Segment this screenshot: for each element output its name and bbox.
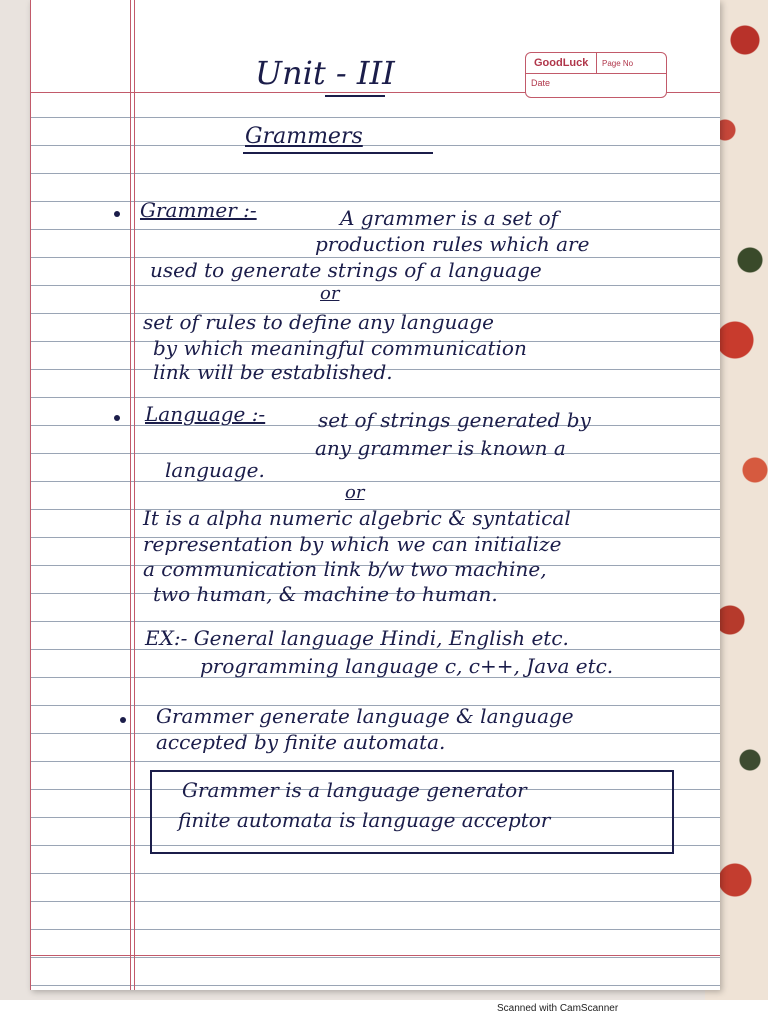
section-heading: Grammers bbox=[245, 124, 363, 149]
inner-margin-line-2 bbox=[130, 0, 131, 990]
summary-line: finite automata is language acceptor bbox=[178, 808, 551, 832]
relation-line: accepted by finite automata. bbox=[156, 730, 446, 754]
page-no-label: Page No bbox=[602, 59, 634, 68]
grammar-line: link will be established. bbox=[153, 360, 393, 384]
language-line: a communication link b/w two machine, bbox=[143, 557, 547, 581]
bullet-icon bbox=[114, 211, 120, 217]
relation-line: Grammer generate language & language bbox=[156, 704, 574, 728]
grammar-line: by which meaningful communication bbox=[153, 336, 527, 360]
language-line: any grammer is known a bbox=[315, 436, 566, 460]
left-margin-line bbox=[30, 0, 31, 990]
language-line: language. bbox=[165, 458, 265, 482]
brand-logo: GoodLuck bbox=[534, 57, 589, 69]
bullet-icon bbox=[114, 415, 120, 421]
grammar-line: production rules which are bbox=[315, 232, 590, 256]
grammar-line: used to generate strings of a language bbox=[150, 258, 542, 282]
heading-underline bbox=[243, 152, 433, 154]
bullet-icon bbox=[120, 717, 126, 723]
summary-line: Grammer is a language generator bbox=[182, 778, 527, 802]
scan-footer bbox=[0, 1000, 768, 1024]
notebook-page bbox=[30, 0, 720, 990]
scanner-watermark: Scanned with CamScanner bbox=[497, 1003, 619, 1014]
date-label: Date bbox=[531, 78, 551, 88]
language-line: It is a alpha numeric algebric & syntatical bbox=[143, 506, 571, 530]
or-label: or bbox=[320, 283, 340, 304]
example-line: EX:- General language Hindi, English etc. bbox=[145, 626, 569, 650]
or-label: or bbox=[345, 482, 365, 503]
bottom-margin-rule bbox=[30, 955, 720, 956]
grammar-line: A grammer is a set of bbox=[340, 206, 559, 230]
language-term: Language :- bbox=[145, 402, 266, 426]
language-line: set of strings generated by bbox=[318, 408, 591, 432]
language-line: two human, & machine to human. bbox=[153, 582, 498, 606]
grammar-line: set of rules to define any language bbox=[143, 310, 494, 334]
inner-margin-line bbox=[134, 0, 135, 990]
summary-box bbox=[150, 770, 674, 854]
language-line: representation by which we can initialize bbox=[143, 532, 562, 556]
page-title: Unit - III bbox=[255, 54, 395, 92]
example-line: programming language c, c++, Java etc. bbox=[200, 654, 614, 678]
title-underline bbox=[325, 95, 385, 97]
grammar-term: Grammer :- bbox=[140, 198, 257, 222]
page-header-box bbox=[525, 52, 667, 98]
